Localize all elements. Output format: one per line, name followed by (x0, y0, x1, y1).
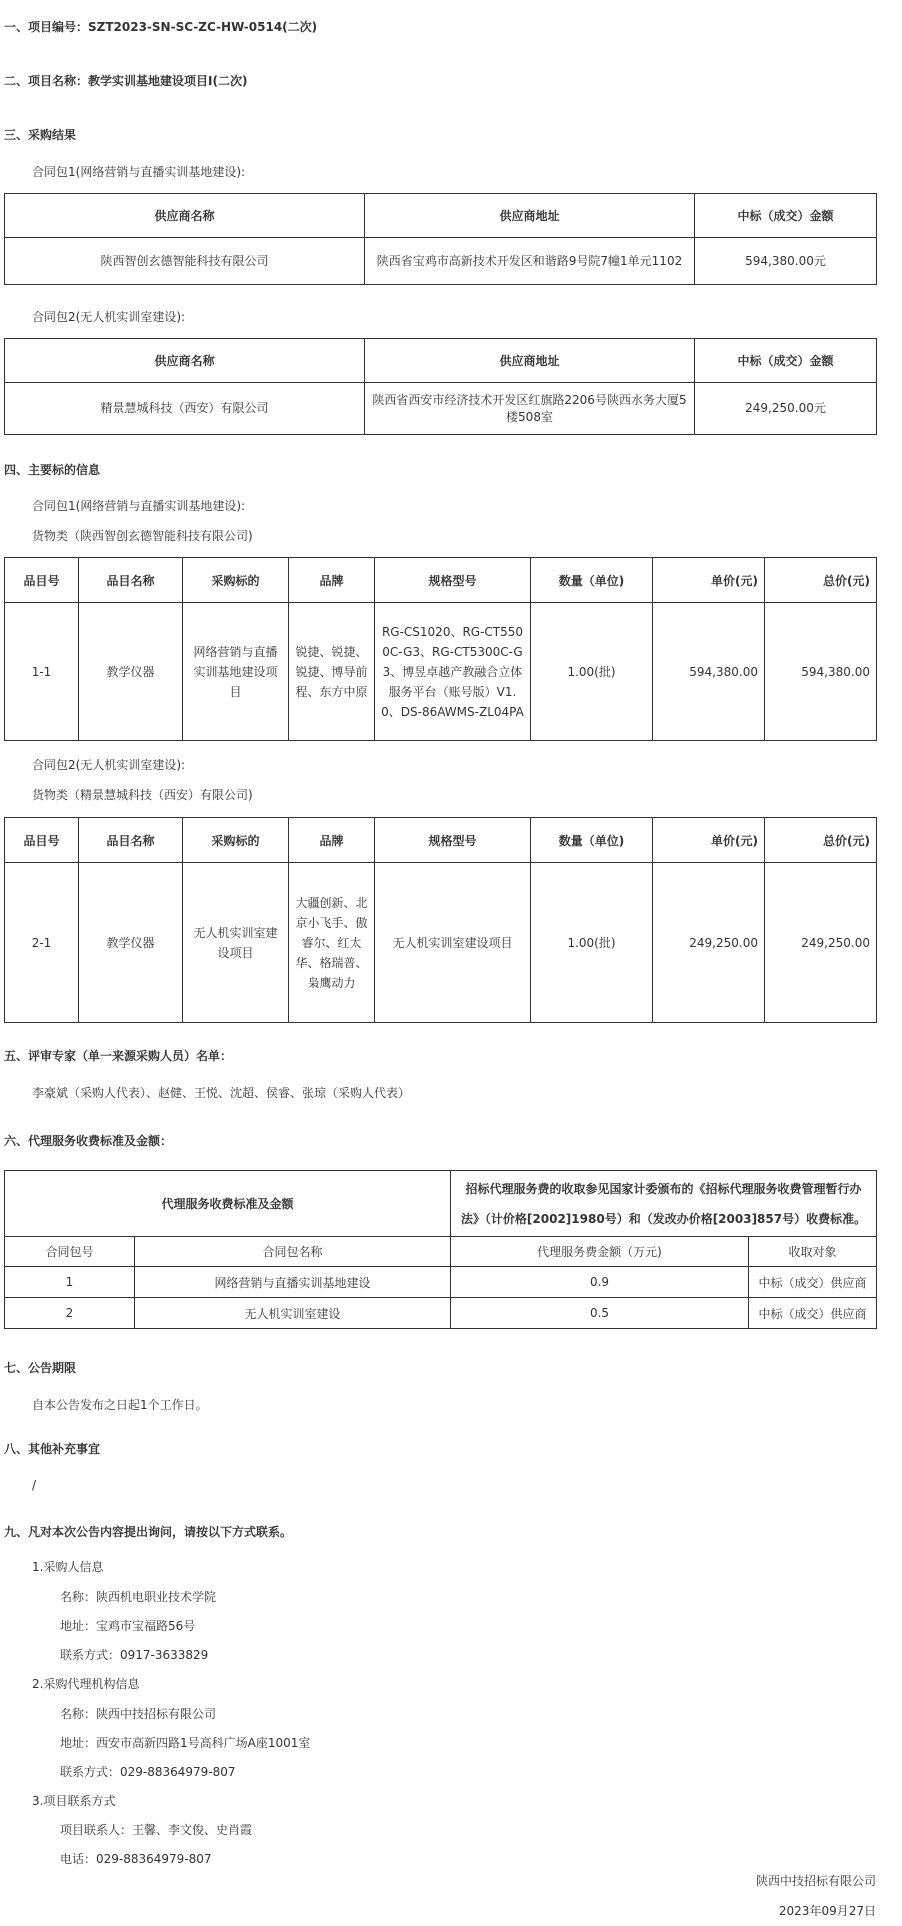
item-subject: 无人机实训室建设项目 (183, 863, 289, 1023)
agency-name: 名称：陕西中技招标有限公司 (60, 1707, 217, 1721)
header-total-price: 总价(元) (765, 558, 877, 603)
project-name-heading: 二、项目名称：教学实训基地建设项目Ⅰ(二次) (4, 74, 248, 88)
fee-table-desc: 招标代理服务费的收取参见国家计委颁布的《招标代理服务收费管理暂行办法》（计价格[2002]1980号）和（发改办价格[2003]857号）收费标准。 (451, 1171, 877, 1237)
item-total-price: 249,250.00 (765, 863, 877, 1023)
header-brand: 品牌 (289, 558, 375, 603)
contact-heading: 九、凡对本次公告内容提出询问，请按以下方式联系。 (4, 1525, 293, 1539)
header-supplier-address: 供应商地址 (365, 339, 695, 383)
header-package-no: 合同包号 (5, 1237, 135, 1267)
header-bid-amount: 中标（成交）金额 (695, 194, 877, 238)
item-quantity: 1.00(批) (531, 603, 653, 741)
header-item-no: 品目号 (5, 558, 79, 603)
main-pkg1-type: 货物类（陕西智创玄德智能科技有限公司) (32, 529, 253, 543)
other-heading: 八、其他补充事宜 (4, 1442, 101, 1456)
fee-amount: 0.5 (451, 1298, 749, 1329)
main-pkg2-type: 货物类（精景慧城科技（西安）有限公司) (32, 788, 253, 802)
header-fee-payer: 收取对象 (749, 1237, 877, 1267)
header-unit-price: 单价(元) (653, 818, 765, 863)
fee-payer: 中标（成交）供应商 (749, 1298, 877, 1329)
package-name: 网络营销与直播实训基地建设 (135, 1267, 451, 1298)
purchaser-address: 地址：宝鸡市宝福路56号 (60, 1619, 196, 1633)
project-number-heading: 一、项目编号：SZT2023-SN-SC-ZC-HW-0514(二次) (4, 20, 318, 34)
supplier-address: 陕西省宝鸡市高新技术开发区和谐路9号院7幢1单元1102 (365, 238, 695, 285)
package-no: 2 (5, 1298, 135, 1329)
purchaser-name: 名称：陕西机电职业技术学院 (60, 1590, 217, 1604)
purchaser-phone: 联系方式：0917-3633829 (60, 1648, 209, 1662)
main-pkg1-label: 合同包1(网络营销与直播实训基地建设): (32, 499, 246, 513)
experts-list: 李豪斌（采购人代表）、赵健、王悦、沈超、侯睿、张琼（采购人代表） (32, 1086, 411, 1100)
table-row (5, 1267, 877, 1298)
agency-title: 2.采购代理机构信息 (32, 1677, 140, 1691)
header-subject: 采购标的 (183, 558, 289, 603)
header-fee-amount: 代理服务费金额（万元) (451, 1237, 749, 1267)
bid-amount: 594,380.00元 (695, 238, 877, 285)
header-supplier-name: 供应商名称 (5, 339, 365, 383)
package-no: 1 (5, 1267, 135, 1298)
items-pkg2-table (4, 817, 877, 1023)
result-pkg1-table (4, 193, 877, 285)
project-contact-phone: 电话：029-88364979-807 (60, 1852, 212, 1866)
result-heading: 三、采购结果 (4, 128, 77, 142)
main-info-heading: 四、主要标的信息 (4, 463, 101, 477)
table-row (5, 1298, 877, 1329)
fee-table-title: 代理服务收费标准及金额 (5, 1171, 451, 1237)
item-subject: 网络营销与直播实训基地建设项目 (183, 603, 289, 741)
project-contact-title: 3.项目联系方式 (32, 1794, 116, 1808)
fee-payer: 中标（成交）供应商 (749, 1267, 877, 1298)
item-no: 2-1 (5, 863, 79, 1023)
item-model: RG-CS1020、RG-CT5500C-G3、RG-CT5300C-G3、博昱卓越产教融合立体服务平台（账号版）V1.0、DS-86AWMS-ZL04PA (375, 603, 531, 741)
header-model: 规格型号 (375, 818, 531, 863)
main-pkg2-label: 合同包2(无人机实训室建设): (32, 758, 186, 772)
header-item-name: 品目名称 (79, 818, 183, 863)
purchaser-title: 1.采购人信息 (32, 1560, 104, 1574)
table-row (5, 603, 877, 741)
header-item-name: 品目名称 (79, 558, 183, 603)
table-row (5, 383, 877, 435)
fee-amount: 0.9 (451, 1267, 749, 1298)
header-total-price: 总价(元) (765, 818, 877, 863)
period-text: 自本公告发布之日起1个工作日。 (32, 1398, 208, 1412)
item-brand: 大疆创新、北京小飞手、傲睿尔、红太华、格瑞普、枭鹰动力 (289, 863, 375, 1023)
footer-company: 陕西中技招标有限公司 (755, 1874, 876, 1888)
header-brand: 品牌 (289, 818, 375, 863)
header-package-name: 合同包名称 (135, 1237, 451, 1267)
header-unit-price: 单价(元) (653, 558, 765, 603)
package-name: 无人机实训室建设 (135, 1298, 451, 1329)
result-pkg1-label: 合同包1(网络营销与直播实训基地建设): (32, 165, 246, 179)
items-pkg1-table (4, 557, 877, 741)
experts-heading: 五、评审专家（单一来源采购人员）名单： (4, 1049, 233, 1063)
header-subject: 采购标的 (183, 818, 289, 863)
result-pkg2-label: 合同包2(无人机实训室建设): (32, 310, 186, 324)
period-heading: 七、公告期限 (4, 1361, 77, 1375)
header-item-no: 品目号 (5, 818, 79, 863)
table-row (5, 238, 877, 285)
other-text: / (32, 1478, 37, 1492)
supplier-name: 精景慧城科技（西安）有限公司 (5, 383, 365, 435)
header-bid-amount: 中标（成交）金额 (695, 339, 877, 383)
item-quantity: 1.00(批) (531, 863, 653, 1023)
header-supplier-name: 供应商名称 (5, 194, 365, 238)
supplier-name: 陕西智创玄德智能科技有限公司 (5, 238, 365, 285)
result-pkg2-table (4, 338, 877, 435)
fee-heading: 六、代理服务收费标准及金额： (4, 1134, 173, 1148)
header-supplier-address: 供应商地址 (365, 194, 695, 238)
item-brand: 锐捷、锐捷、锐捷、博导前程、东方中原 (289, 603, 375, 741)
item-total-price: 594,380.00 (765, 603, 877, 741)
item-unit-price: 249,250.00 (653, 863, 765, 1023)
header-quantity: 数量（单位) (531, 558, 653, 603)
header-quantity: 数量（单位) (531, 818, 653, 863)
item-unit-price: 594,380.00 (653, 603, 765, 741)
item-name: 教学仪器 (79, 863, 183, 1023)
fee-table (4, 1170, 877, 1329)
item-model: 无人机实训室建设项目 (375, 863, 531, 1023)
project-contact-person: 项目联系人：王馨、李文俊、史肖霞 (60, 1823, 253, 1837)
footer-date: 2023年09月27日 (778, 1904, 876, 1918)
item-name: 教学仪器 (79, 603, 183, 741)
agency-address: 地址：西安市高新四路1号高科广场A座1001室 (60, 1736, 311, 1750)
bid-amount: 249,250.00元 (695, 383, 877, 435)
header-model: 规格型号 (375, 558, 531, 603)
item-no: 1-1 (5, 603, 79, 741)
table-row (5, 863, 877, 1023)
supplier-address: 陕西省西安市经济技术开发区红旗路2206号陕西水务大厦5楼508室 (365, 383, 695, 435)
agency-phone: 联系方式：029-88364979-807 (60, 1765, 236, 1779)
